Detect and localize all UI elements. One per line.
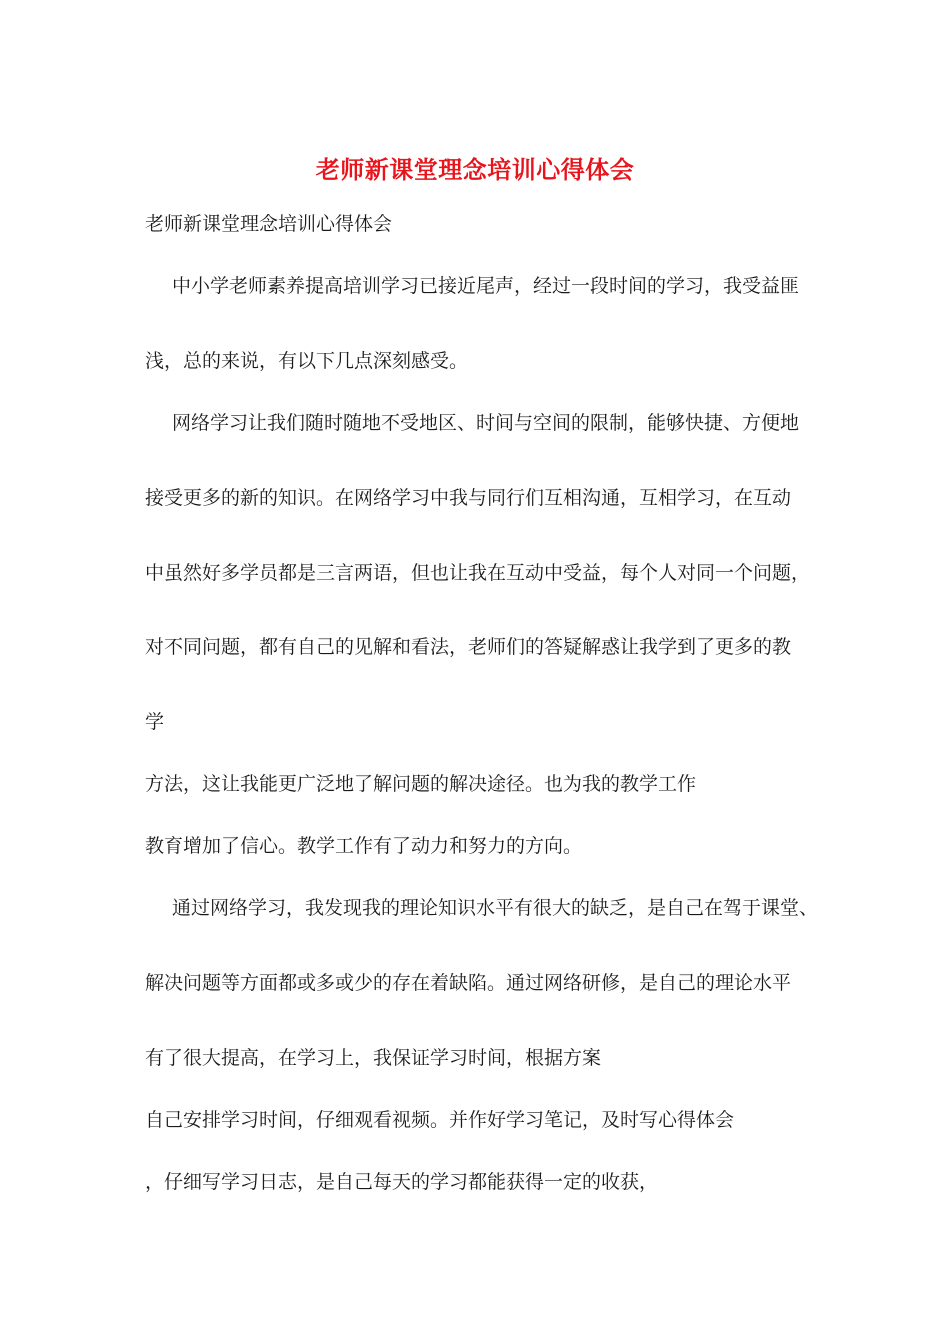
document-title: 老师新课堂理念培训心得体会 xyxy=(315,155,635,184)
paragraph-line: 自己安排学习时间，仔细观看视频。并作好学习笔记，及时写心得体会 xyxy=(145,1109,735,1131)
paragraph-line: 对不同问题，都有自己的见解和看法，老师们的答疑解惑让我学到了更多的教 xyxy=(145,636,792,658)
paragraph-line: 中小学老师素养提高培训学习已接近尾声，经过一段时间的学习，我受益匪 xyxy=(172,275,800,297)
subtitle-line: 老师新课堂理念培训心得体会 xyxy=(145,213,393,235)
paragraph-line: 解决问题等方面都或多或少的存在着缺陷。通过网络研修，是自己的理论水平 xyxy=(145,972,792,994)
paragraph-line: 浅，总的来说，有以下几点深刻感受。 xyxy=(145,350,469,372)
paragraph-line: 网络学习让我们随时随地不受地区、时间与空间的限制，能够快捷、方便地 xyxy=(172,412,800,434)
paragraph-line: 教育增加了信心。教学工作有了动力和努力的方向。 xyxy=(145,835,583,857)
paragraph-line: 学 xyxy=(145,711,165,733)
paragraph-line: ，仔细写学习日志，是自己每天的学习都能获得一定的收获， xyxy=(145,1171,659,1193)
paragraph-line: 方法，这让我能更广泛地了解问题的解决途径。也为我的教学工作 xyxy=(145,773,697,795)
paragraph-line: 中虽然好多学员都是三言两语，但也让我在互动中受益，每个人对同一个问题， xyxy=(145,562,811,584)
paragraph-line: 有了很大提高，在学习上，我保证学习时间，根据方案 xyxy=(145,1047,602,1069)
paragraph-line: 通过网络学习，我发现我的理论知识水平有很大的缺乏，是自己在驾于课堂、 xyxy=(172,897,819,919)
paragraph-line: 接受更多的新的知识。在网络学习中我与同行们互相沟通，互相学习，在互动 xyxy=(145,487,792,509)
